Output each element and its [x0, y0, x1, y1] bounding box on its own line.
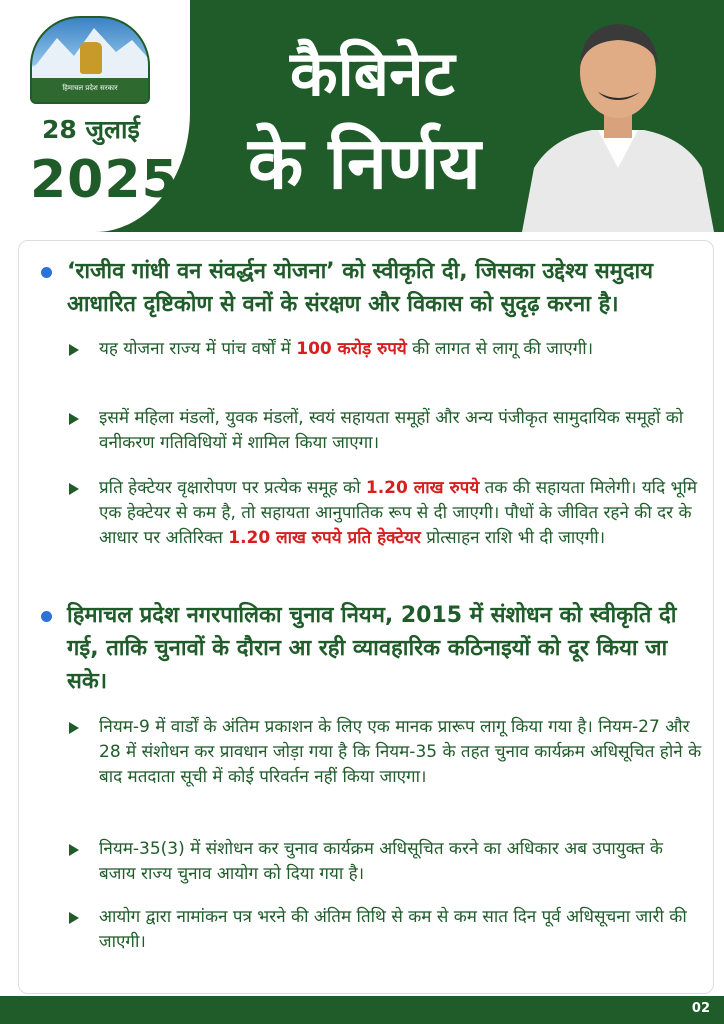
sub-point — [91, 406, 703, 456]
emblem-icon — [80, 42, 102, 74]
sub-text: की लागत से लागू की जाएगी। — [406, 339, 594, 359]
decision-item-1 — [41, 255, 701, 321]
page-number: 02 — [691, 1001, 710, 1016]
page-title-line2: के निर्णय — [248, 121, 481, 205]
header — [0, 0, 724, 232]
sub-text: यह योजना राज्य में पांच वर्षों में — [99, 339, 297, 359]
sub-point — [91, 837, 703, 887]
arrow-bullet-icon — [69, 912, 79, 924]
arrow-bullet-icon — [69, 722, 79, 734]
sub-text: प्रति हेक्टेयर वृक्षारोपण पर प्रत्येक समूह को — [99, 478, 366, 498]
decision-text: ‘राजीव गांधी वन संवर्द्धन योजना’ को स्वीकृति दी, जिसका उद्देश्य समुदाय आधारित दृष्टिकोण से वनों के संरक्षण और विकास को सुदृढ़ करना है। — [67, 259, 654, 317]
sub-point — [91, 905, 703, 955]
sub-point — [91, 715, 703, 790]
sub-point — [91, 337, 703, 362]
sub-text: प्रोत्साहन राशि भी दी जाएगी। — [420, 528, 606, 548]
arrow-bullet-icon — [69, 413, 79, 425]
sub-text: आयोग द्वारा नामांकन पत्र भरने की अंतिम तिथि से कम से कम सात दिन पूर्व अधिसूचना जारी की जाएगी। — [99, 907, 687, 952]
sub-text: नियम-9 में वार्डों के अंतिम प्रकाशन के लिए एक मानक प्रारूप लागू किया गया है। नियम-27 और 28 में संशोधन कर प्रावधान जोड़ा गया है कि नियम-35 के तहत चुनाव कार्यक्रम अधिसूचित होने के बाद मतदाता सूची में कोई परिवर्तन नहीं किया जाएगा। — [99, 717, 702, 787]
arrow-bullet-icon — [69, 483, 79, 495]
page-title-line1: कैबिनेट — [290, 37, 455, 110]
sub-point — [91, 476, 703, 551]
bullet-dot-icon — [41, 267, 52, 278]
arrow-bullet-icon — [69, 344, 79, 356]
date-year: 2025 — [30, 150, 179, 210]
leader-portrait — [512, 8, 724, 232]
sub-text: नियम-35(3) में संशोधन कर चुनाव कार्यक्रम अधिसूचित करने का अधिकार अब उपायुक्त के बजाय राज्य चुनाव आयोग को दिया गया है। — [99, 839, 663, 884]
state-emblem-logo — [30, 16, 150, 104]
bullet-dot-icon — [41, 611, 52, 622]
logo-caption: हिमाचल प्रदेश सरकार — [62, 84, 118, 92]
sub-text: इसमें महिला मंडलों, युवक मंडलों, स्वयं सहायता समूहों और अन्य पंजीकृत सामुदायिक समूहों को वनीकरण गतिविधियों में शामिल किया जाएगा। — [99, 408, 684, 453]
arrow-bullet-icon — [69, 844, 79, 856]
decision-text: हिमाचल प्रदेश नगरपालिका चुनाव नियम, 2015 में संशोधन को स्वीकृति दी गई, ताकि चुनावों के दौरान आ रही व्यावहारिक कठिनाइयों को दूर किया जा सके। — [67, 603, 677, 694]
content-panel — [18, 240, 714, 994]
date-day: 28 जुलाई — [42, 115, 140, 144]
highlight-amount: 100 करोड़ रुपये — [296, 339, 407, 359]
highlight-amount: 1.20 लाख रुपये — [365, 478, 480, 498]
highlight-amount: 1.20 लाख रुपये प्रति हेक्टेयर — [228, 528, 421, 548]
sub-text: तक की सहायता मिलेगी। यदि भूमि एक हेक्टेयर से कम है, तो सहायता आनुपातिक रूप से दी जाएगी। पौधों के जीवित रहने की दर के आधार पर अतिरिक्त — [99, 478, 698, 548]
decision-item-2 — [41, 599, 701, 698]
footer-bar — [0, 996, 724, 1024]
